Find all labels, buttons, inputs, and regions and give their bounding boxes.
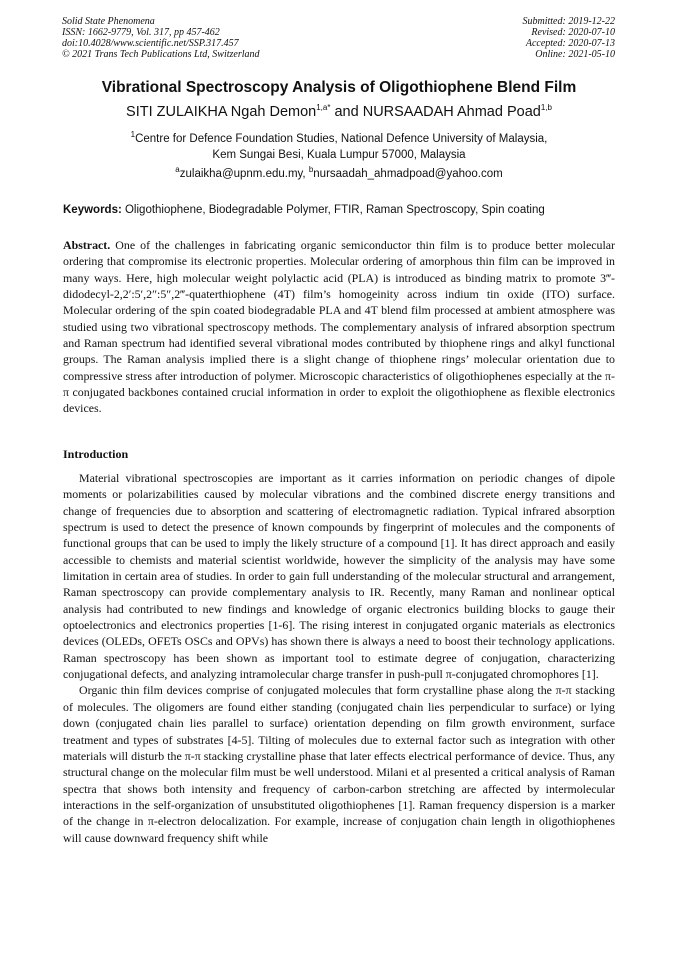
journal-copyright: © 2021 Trans Tech Publications Ltd, Switzerland: [62, 49, 260, 60]
author-separator: and: [330, 104, 363, 120]
author-1-affil-mark: 1,a*: [316, 103, 331, 113]
journal-name: Solid State Phenomena: [62, 16, 155, 27]
author-line: [0, 104, 678, 120]
email-a: zulaikha@upnm.edu.my,: [179, 168, 309, 180]
abstract: [63, 237, 615, 417]
keywords-label: Keywords:: [63, 204, 122, 216]
introduction-paragraph-1: Material vibrational spectroscopies are important as it carries information on periodic changes of dipole moments or polarizabilities caused by molecular vibrations and the combined discrete energy transitions and change of frequencies due to absorption and scattering of electromagnetic radiation. Typical infrared absorption spectrum is used to detect the presence of known compounds by fingerprint of molecules and the components of functional groups that can be used to imply the likely structure of a compound [1]. It has direct approach and easily accessible to chemists and material scientist worldwide, however the simplicity of the analysis may have some limitation in certain area of studies. In order to gain full understanding of the molecular structural and arrangement, Raman spectroscopy can provide complementary analysis to IR. Recently, many Raman and nonlinear optical analysis had contributed to new findings and knowledge of organic electronics building blocks to gauge their optoelectronics and electronics properties [1-6]. The rising interest in conjugated organic materials as electronics devices (OLEDs, OFETs OSCs and OPVs) has shown there is always a need to boost their technology applications. Raman spectroscopy has been shown as important tool to estimate degree of conjugation, characterizing conjugational defects, and analyzing intramolecular charge transfer in push-pull π-conjugated chromophores [1].: [63, 471, 615, 682]
submission-dates: [523, 16, 616, 60]
keywords-text: Oligothiophene, Biodegradable Polymer, FTIR, Raman Spectroscopy, Spin coating: [121, 204, 545, 216]
affiliation-mark: 1: [130, 130, 136, 140]
email-b-mark: b: [308, 165, 314, 175]
email-b: nursaadah_ahmadpoad@yahoo.com: [313, 168, 503, 180]
section-heading-introduction: Introduction: [63, 447, 129, 461]
abstract-label: Abstract.: [63, 238, 111, 252]
journal-info: [62, 16, 260, 60]
email-a-mark: a: [175, 165, 180, 175]
author-2: NURSAADAH Ahmad Poad: [362, 104, 541, 120]
affiliation: [0, 131, 678, 163]
paper-title: Vibrational Spectroscopy Analysis of Oligothiophene Blend Film: [101, 79, 577, 96]
affiliation-line-1: Centre for Defence Foundation Studies, National Defence University of Malaysia,: [135, 133, 548, 145]
date-submitted: Submitted: 2019-12-22: [522, 16, 615, 27]
introduction-paragraph-2: Organic thin film devices comprise of conjugated molecules that form crystalline phase along the π-π stacking of molecules. The oligomers are found either standing (conjugated chain lies perpendicular to surface) or lying down (conjugated chain lies parallel to surface) orientation depending on film growth environment, surface treatment and types of substrates [4-5]. Tilting of molecules due to external factor such as integration with other materials will disturb the π-π stacking crystalline phase that later effects electrical performance of device. Thus, any structural change on the molecular film must be well understood. Milani et al presented a critical analysis of Raman spectra that shows both intensity and frequency of carbon-carbon stretching are affected by intermolecular interactions in the self-organization of unsubstituted oligothiophenes [1]. Raman frequency dispersion is a marker of the change in π-electron delocalization. For example, increase of conjugation chain length in oligothiophenes will cause downward frequency shift while: [63, 683, 615, 845]
journal-doi: doi:10.4028/www.scientific.net/SSP.317.457: [62, 38, 239, 49]
abstract-text: One of the challenges in fabricating organic semiconductor thin film is to produce better molecular ordering that compromise its electronic properties. Molecular ordering of amorphous thin film can be improved in many ways. Here, high molecular weight polylactic acid (PLA) is introduced as binding matrix to promote 3‴-didodecyl-2,2′:5′,2″:5″,2‴-quaterthiophene (4T) film’s homogeinity across indium tin oxide (ITO) surface. Molecular ordering of the spin coated biodegradable PLA and 4T blend film processed at ambient atmosphere was studied using two vibrational spectroscopy methods. The complementary analysis of infrared absorption spectrum and Raman spectrum had identified several vibrational modes contributed by thiophene rings and alkyl functional groups. The Raman analysis implied there is a slight change of thiophene rings’ molecular orientation due to compressive stress after introduction of polymer. Microscopic characteristics of oligothiophenes especially at the π-π conjugated backbones contained crucial information in order to exploit the oligothiophene as flexible electronics devices.: [63, 238, 615, 416]
affiliation-line-2: Kem Sungai Besi, Kuala Lumpur 57000, Malaysia: [212, 149, 466, 161]
date-online: Online: 2021-05-10: [535, 49, 615, 60]
author-1: SITI ZULAIKHA Ngah Demon: [126, 104, 317, 120]
date-accepted: Accepted: 2020-07-13: [525, 38, 615, 49]
keywords: [63, 204, 623, 216]
author-emails: [0, 165, 678, 180]
date-revised: Revised: 2020-07-10: [531, 27, 615, 38]
introduction-body: [63, 470, 615, 846]
journal-issn: ISSN: 1662-9779, Vol. 317, pp 457-462: [62, 27, 220, 38]
author-2-affil-mark: 1,b: [540, 103, 552, 113]
